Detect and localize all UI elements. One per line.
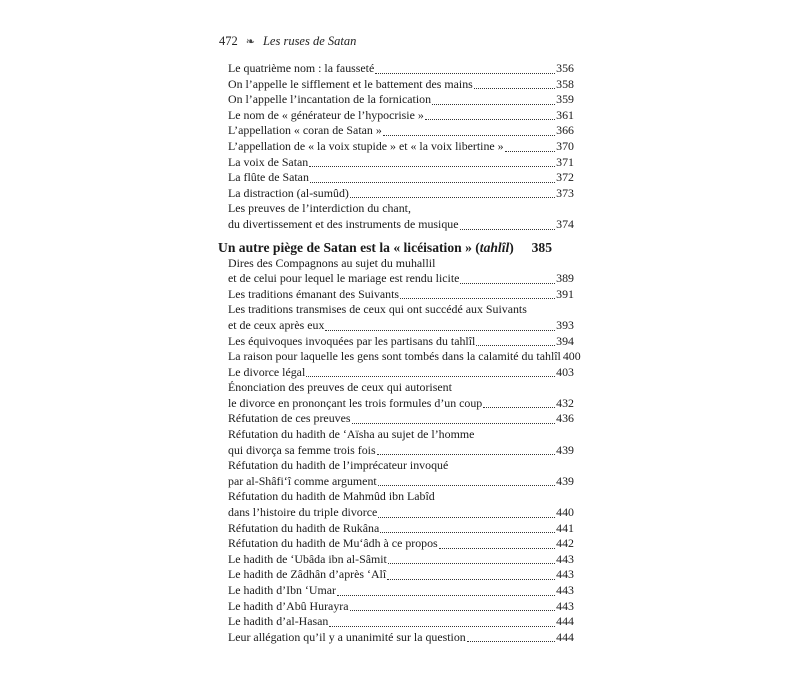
toc-entry-title: le divorce en prononçant les trois formules d’un coup: [228, 395, 483, 410]
toc-entry-title: La distraction (al-sumûd): [228, 185, 349, 200]
page-number: 472: [219, 34, 238, 48]
toc-entry: [218, 552, 574, 568]
toc-entry-line: Réfutation du hadith de Mahmûd ibn Labîd: [228, 489, 435, 504]
toc-entry-row: [228, 443, 574, 459]
toc-entry-row: [228, 61, 574, 77]
toc-entry-line: Dires des Compagnons au sujet du muhallil: [228, 255, 436, 270]
toc-entry-title: La flûte de Satan: [228, 170, 309, 185]
toc-entry-row: [228, 630, 574, 646]
toc-entry-title: Réfutation du hadith de Mu‘âdh à ce propos: [228, 536, 438, 551]
toc-entry: [218, 630, 574, 646]
dot-leader: [460, 283, 555, 284]
dot-leader: [350, 610, 556, 611]
toc-entry-title: On l’appelle l’incantation de la fornication: [228, 92, 432, 107]
toc-entry-row: [228, 365, 574, 381]
toc-entry: [218, 458, 574, 489]
dot-leader: [352, 423, 556, 424]
toc-entry: [218, 489, 574, 520]
toc-entry-page: 389: [556, 271, 574, 286]
dot-leader: [432, 104, 555, 105]
toc-section-heading: [218, 239, 574, 256]
toc-entry-title: Réfutation de ces preuves: [228, 411, 351, 426]
toc-entry: [218, 256, 574, 287]
toc-entry-row: [228, 318, 574, 334]
toc-entry-row: [228, 349, 581, 365]
toc-entry-row: [228, 614, 574, 630]
toc-group-music: [218, 61, 574, 233]
book-title: Les ruses de Satan: [262, 34, 357, 48]
toc-entry-row: [228, 396, 574, 412]
dot-leader: [387, 579, 555, 580]
toc-entry-page: 400: [562, 349, 581, 364]
toc-entry-title: Les équivoques invoquées par les partisans du tahlîl: [228, 333, 476, 348]
toc-entry-line: Les preuves de l’interdiction du chant,: [228, 201, 411, 216]
running-head: [219, 34, 356, 49]
toc-entry: [218, 536, 574, 552]
toc-entry-title: dans l’histoire du triple divorce: [228, 505, 378, 520]
toc-entry-line: Réfutation du hadith de l’imprécateur invoqué: [228, 458, 449, 473]
toc-entry-page: 440: [556, 505, 574, 520]
toc-entry-page: 443: [556, 551, 574, 566]
toc-entry-title: La voix de Satan: [228, 154, 309, 169]
toc-entry-row: [228, 552, 574, 568]
toc-entry-page: 394: [556, 333, 574, 348]
toc-entry-title: par al-Shâfi‘î comme argument: [228, 473, 377, 488]
toc-entry-row: [228, 411, 574, 427]
toc-entry: [218, 583, 574, 599]
toc-entry-title: Leur allégation qu’il y a unanimité sur la question: [228, 629, 466, 644]
section-page-number: 385: [531, 239, 552, 255]
toc-entry-row: [228, 108, 574, 124]
dot-leader: [483, 407, 555, 408]
toc-entry: [218, 411, 574, 427]
toc-entry: [218, 302, 574, 333]
dot-leader: [439, 548, 555, 549]
toc-entry-page: 439: [556, 473, 574, 488]
toc-entry-row: [228, 583, 574, 599]
toc-entry-line: Les traditions transmises de ceux qui ont succédé aux Suivants: [228, 302, 527, 317]
dot-leader: [467, 641, 555, 642]
toc-entry-page: 444: [556, 629, 574, 644]
toc-entry-line: Énonciation des preuves de ceux qui autorisent: [228, 380, 452, 395]
toc-entry-title: qui divorça sa femme trois fois: [228, 442, 376, 457]
section-title: Un autre piège de Satan est la « licéisation » (tahlîl): [218, 239, 514, 255]
toc-entry: [218, 567, 574, 583]
toc-entry: [218, 427, 574, 458]
toc-entry: [218, 92, 574, 108]
toc-entry-title: Le hadith de ‘Ubâda ibn al-Sâmit: [228, 551, 387, 566]
toc-entry-page: 372: [556, 170, 574, 185]
toc-entry-page: 391: [556, 286, 574, 301]
toc-entry: [218, 334, 574, 350]
toc-entry-title: Le nom de « générateur de l’hypocrisie »: [228, 107, 424, 122]
toc-entry-title: On l’appelle le sifflement et le battement des mains: [228, 76, 473, 91]
toc-entry-row: [228, 599, 574, 615]
toc-entry-line: Réfutation du hadith de ‘Aïsha au sujet de l’homme: [228, 427, 475, 442]
dot-leader: [329, 626, 555, 627]
dot-leader: [337, 595, 555, 596]
dot-leader: [309, 166, 555, 167]
toc-entry-row: [228, 77, 574, 93]
toc-entry-row: [228, 217, 574, 233]
toc-entry-page: 373: [556, 185, 574, 200]
dot-leader: [310, 182, 555, 183]
toc-entry-page: 432: [556, 395, 574, 410]
toc-entry-title: Les traditions émanant des Suivants: [228, 286, 400, 301]
dot-leader: [377, 454, 556, 455]
toc-entry-page: 358: [556, 76, 574, 91]
toc-entry-row: [228, 170, 574, 186]
toc-entry-row: [228, 287, 574, 303]
toc-entry-row: [228, 92, 574, 108]
toc-entry-page: 371: [556, 154, 574, 169]
toc-entry-title: et de celui pour lequel le mariage est rendu licite: [228, 271, 460, 286]
dot-leader: [378, 517, 555, 518]
dot-leader: [474, 88, 555, 89]
toc-entry: [218, 380, 574, 411]
toc-entry-row: [228, 505, 574, 521]
toc-entry-page: 436: [556, 411, 574, 426]
dot-leader: [380, 532, 555, 533]
toc-entry-row: [228, 567, 574, 583]
dot-leader: [400, 298, 555, 299]
toc-entry-row: [228, 186, 574, 202]
toc-entry-title: Le hadith d’al-Hasan: [228, 614, 329, 629]
toc-entry-row: [228, 334, 574, 350]
toc-entry-page: 443: [556, 598, 574, 613]
toc-entry-page: 370: [556, 138, 574, 153]
toc-entry-row: [228, 536, 574, 552]
toc-entry-page: 356: [556, 61, 574, 75]
dot-leader: [460, 229, 556, 230]
table-of-contents: [218, 61, 581, 645]
toc-entry: [218, 614, 574, 630]
toc-entry-title: Le hadith d’Abû Hurayra: [228, 598, 349, 613]
toc-entry-page: 443: [556, 583, 574, 597]
toc-entry-page: 374: [556, 216, 574, 231]
dot-leader: [505, 151, 556, 152]
dot-leader: [378, 485, 555, 486]
toc-entry-row: [228, 271, 574, 287]
toc-group-tahlil: [218, 255, 581, 646]
dot-leader: [350, 197, 555, 198]
dot-leader: [476, 345, 555, 346]
toc-entry-title: Réfutation du hadith de Rukâna: [228, 520, 380, 535]
toc-entry-page: 441: [556, 520, 574, 535]
toc-entry-page: 393: [556, 317, 574, 332]
toc-entry-page: 366: [556, 123, 574, 138]
toc-entry-row: [228, 474, 574, 490]
toc-entry-title: Le hadith de Zâdhân d’après ‘Alî: [228, 567, 387, 582]
toc-entry: [218, 349, 581, 365]
dot-leader: [375, 73, 555, 74]
toc-entry-page: 439: [556, 442, 574, 457]
toc-entry: [218, 365, 574, 381]
toc-entry-page: 443: [556, 567, 574, 582]
toc-entry-page: 359: [556, 92, 574, 107]
toc-entry-row: [228, 521, 574, 537]
toc-entry-title: Le hadith d’Ibn ‘Umar: [228, 583, 336, 597]
leaf-ornament-icon: ❧: [245, 36, 255, 48]
dot-leader: [425, 119, 555, 120]
toc-entry-title: La raison pour laquelle les gens sont tombés dans la calamité du tahlîl: [228, 349, 561, 364]
toc-entry-title: Le quatrième nom : la fausseté: [228, 61, 375, 75]
toc-entry-page: 442: [556, 536, 574, 551]
toc-entry-title: Le divorce légal: [228, 364, 306, 379]
toc-entry: [218, 521, 574, 537]
dot-leader: [383, 135, 555, 136]
toc-entry: [218, 155, 574, 171]
toc-entry: [218, 139, 574, 155]
toc-entry: [218, 77, 574, 93]
toc-entry-page: 403: [556, 364, 574, 379]
toc-entry-page: 444: [556, 614, 574, 629]
toc-entry-page: 361: [556, 107, 574, 122]
toc-entry-title: et de ceux après eux: [228, 317, 325, 332]
toc-entry-row: [228, 139, 574, 155]
toc-entry-title: L’appellation de « la voix stupide » et « la voix libertine »: [228, 138, 504, 153]
dot-leader: [388, 563, 555, 564]
toc-entry: [218, 201, 574, 232]
toc-entry-row: [228, 155, 574, 171]
toc-entry: [218, 287, 574, 303]
toc-entry: [218, 108, 574, 124]
dot-leader: [306, 376, 555, 377]
toc-entry: [218, 186, 574, 202]
toc-entry-title: du divertissement et des instruments de musique: [228, 216, 459, 231]
toc-entry-row: [228, 123, 574, 139]
toc-entry: [218, 170, 574, 186]
dot-leader: [325, 330, 555, 331]
toc-entry: [218, 61, 574, 77]
toc-entry: [218, 123, 574, 139]
toc-entry: [218, 599, 574, 615]
toc-entry-title: L’appellation « coran de Satan »: [228, 123, 382, 138]
